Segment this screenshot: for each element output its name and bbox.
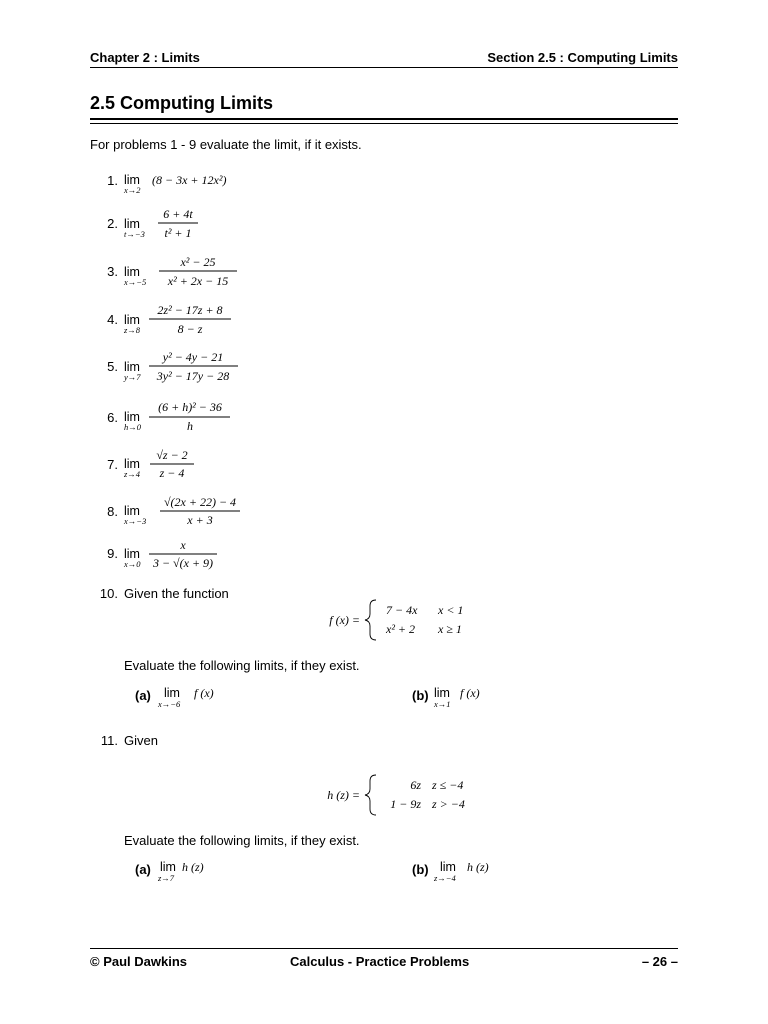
svg-text:lim: lim	[124, 173, 140, 187]
problem-4-limit	[124, 300, 274, 340]
svg-text:z→−4: z→−4	[434, 873, 456, 883]
problem-2-limit	[124, 204, 274, 244]
svg-text:√(2x + 22) − 4: √(2x + 22) − 4	[163, 495, 237, 509]
problem-11a-limit	[158, 854, 268, 886]
svg-text:x→1: x→1	[434, 699, 451, 709]
svg-text:lim: lim	[124, 313, 140, 327]
svg-text:√z − 2: √z − 2	[156, 448, 188, 462]
svg-text:3 − √(x + 9): 3 − √(x + 9)	[152, 556, 214, 570]
problem-10-text: Given the function	[124, 586, 229, 601]
title-rule-top	[90, 118, 678, 120]
page-footer	[90, 954, 678, 970]
svg-text:z→4: z→4	[124, 469, 141, 479]
svg-text:h (z): h (z)	[467, 860, 489, 874]
svg-text:lim: lim	[124, 360, 140, 374]
svg-text:x² + 2: x² + 2	[386, 622, 416, 636]
problem-number: 10.	[99, 586, 118, 601]
svg-text:z ≤ −4: z ≤ −4	[432, 778, 464, 792]
svg-text:lim: lim	[124, 217, 140, 231]
svg-text:x→−5: x→−5	[124, 277, 147, 287]
problem-8-limit	[124, 491, 274, 531]
svg-text:lim: lim	[124, 504, 140, 518]
part-b-label: (b)	[412, 688, 429, 703]
section-label: Section 2.5 : Computing Limits	[487, 50, 678, 65]
svg-text:x→−6: x→−6	[158, 699, 181, 709]
svg-text:z→8: z→8	[124, 325, 141, 335]
svg-text:y→7: y→7	[124, 372, 141, 382]
svg-text:(6 + h)² − 36: (6 + h)² − 36	[158, 400, 222, 414]
svg-text:7 − 4x: 7 − 4x	[386, 603, 418, 617]
problem-10b-limit	[434, 680, 544, 712]
svg-text:x + 3: x + 3	[187, 513, 213, 527]
problem-11b-limit	[434, 854, 544, 886]
svg-text:8 − z: 8 − z	[177, 322, 203, 336]
svg-text:1 − 9z: 1 − 9z	[390, 797, 421, 811]
svg-text:x² + 2x − 15: x² + 2x − 15	[167, 274, 229, 288]
problem-number: 3.	[107, 264, 118, 279]
svg-text:z > −4: z > −4	[432, 797, 465, 811]
svg-text:lim: lim	[124, 547, 140, 561]
problem-1-limit	[124, 166, 274, 198]
part-a-label: (a)	[135, 862, 151, 877]
problem-5-limit	[124, 347, 274, 387]
footer-rule	[90, 948, 678, 949]
copyright: © Paul Dawkins	[90, 954, 187, 969]
svg-text:x→0: x→0	[124, 559, 141, 569]
problem-number: 6.	[107, 410, 118, 425]
book-title: Calculus - Practice Problems	[290, 954, 470, 969]
svg-text:f (x): f (x)	[460, 686, 480, 700]
svg-text:lim: lim	[124, 457, 140, 471]
svg-text:x < 1: x < 1	[438, 603, 464, 617]
svg-text:x→2: x→2	[124, 185, 141, 195]
piecewise-h	[316, 773, 486, 817]
svg-text:3y² − 17y − 28: 3y² − 17y − 28	[156, 369, 230, 383]
problem-number: 5.	[107, 359, 118, 374]
page-title: 2.5 Computing Limits	[90, 93, 274, 113]
instructions: For problems 1 - 9 evaluate the limit, if it exists.	[90, 137, 362, 152]
piecewise-f	[320, 598, 480, 642]
svg-text:lim: lim	[440, 860, 456, 874]
svg-text:f (x): f (x)	[194, 686, 214, 700]
problem-number: 7.	[107, 457, 118, 472]
svg-text:h (z) =: h (z) =	[327, 788, 360, 802]
page-header	[90, 50, 678, 66]
problem-7-limit	[124, 444, 274, 484]
problem-6-limit	[124, 397, 274, 437]
evaluate-instruction: Evaluate the following limits, if they exist.	[124, 833, 360, 848]
problem-number: 4.	[107, 312, 118, 327]
svg-text:x→−3: x→−3	[124, 516, 147, 526]
svg-text:lim: lim	[160, 860, 176, 874]
svg-text:x: x	[180, 538, 186, 552]
svg-text:6 + 4t: 6 + 4t	[163, 207, 193, 221]
part-a-label: (a)	[135, 688, 151, 703]
svg-text:x² − 25: x² − 25	[180, 255, 216, 269]
svg-text:h→0: h→0	[124, 422, 141, 432]
problem-9-limit	[124, 534, 274, 574]
svg-text:2z² − 17z + 8: 2z² − 17z + 8	[157, 303, 223, 317]
svg-text:lim: lim	[124, 265, 140, 279]
part-b-label: (b)	[412, 862, 429, 877]
svg-text:(8 − 3x + 12x²): (8 − 3x + 12x²)	[152, 173, 227, 187]
svg-text:z→7: z→7	[158, 873, 175, 883]
problem-10a-limit	[158, 680, 268, 712]
svg-text:h (z): h (z)	[182, 860, 204, 874]
svg-text:f (x) =: f (x) =	[329, 613, 360, 627]
svg-text:z − 4: z − 4	[159, 466, 185, 480]
svg-text:t→−3: t→−3	[124, 229, 145, 239]
header-rule	[90, 67, 678, 68]
problem-3-limit	[124, 252, 274, 292]
svg-text:y² − 4y − 21: y² − 4y − 21	[162, 350, 224, 364]
svg-text:lim: lim	[434, 686, 450, 700]
svg-text:lim: lim	[124, 410, 140, 424]
problem-number: 11.	[100, 733, 118, 748]
svg-text:t² + 1: t² + 1	[164, 226, 192, 240]
problem-11-text: Given	[124, 733, 158, 748]
title-rule-bottom	[90, 123, 678, 124]
problem-number: 8.	[107, 504, 118, 519]
page-number: – 26 –	[641, 954, 678, 969]
evaluate-instruction: Evaluate the following limits, if they exist.	[124, 658, 360, 673]
svg-text:6z: 6z	[410, 778, 421, 792]
problem-number: 9.	[107, 546, 118, 561]
svg-text:h: h	[187, 419, 193, 433]
svg-text:lim: lim	[164, 686, 180, 700]
chapter-label: Chapter 2 : Limits	[90, 50, 200, 65]
problem-number: 2.	[107, 216, 118, 231]
svg-text:x ≥ 1: x ≥ 1	[438, 622, 462, 636]
problem-number: 1.	[107, 173, 118, 188]
